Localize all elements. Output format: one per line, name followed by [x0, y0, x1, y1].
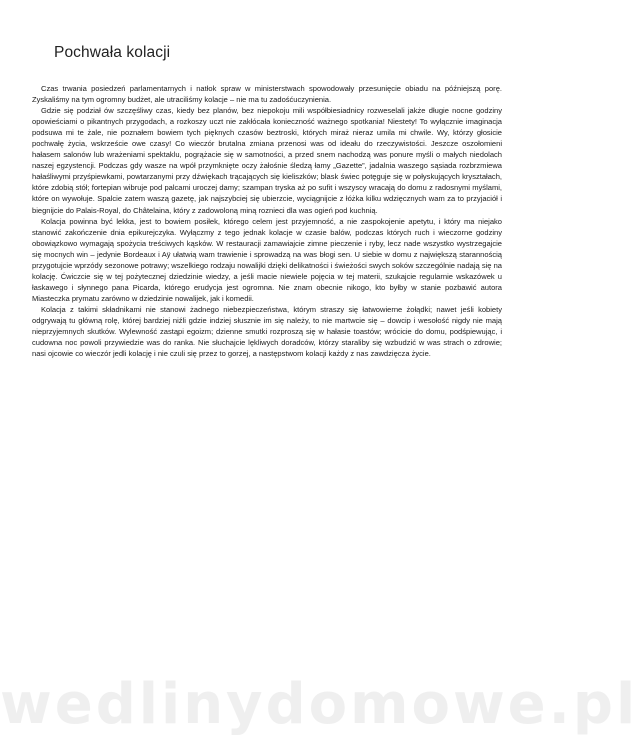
page-title: Pochwała kolacji: [54, 44, 171, 61]
paragraph-4: Kolacja z takimi składnikami nie stanowi żadnego niebezpieczeństwa, którym straszy się łatwowierne żołądki; nawet jeśli kobiety odgrywają tu główną rolę, której bardziej niźli gdzie indziej słusznie im się należy, to nie martwcie się – dowcip i wesołość nigdy nie mają nieprzyjemnych skutków. Wylewność zastąpi egoizm; dzienne smutki rozproszą się w hałasie toastów; wrócicie do domu, podśpiewując, i cudowna noc powoli przywiedzie was do ranka. Nie słuchajcie lękliwych doradców, którzy staraliby się wzbudzić w was strach o zdrowie; nasi ojcowie co wieczór jedli kolację i nie czuli się przez to gorzej, a następstwom kolacji każdy z nas zawdzięcza życie.: [32, 304, 502, 359]
paragraph-1: Czas trwania posiedzeń parlamentarnych i natłok spraw w ministerstwach spowodowały przesunięcie obiadu na późniejszą porę. Zyskaliśmy na tym ogromny budżet, ale utraciliśmy kolacje – nie ma tu zadośćuczynienia.: [32, 84, 502, 105]
paragraph-2: Gdzie się podział ów szczęśliwy czas, kiedy bez planów, bez niepokoju mili współbiesiadnicy rozweselali jakże długie nocne godziny opowieściami o pikantnych przygodach, a rozkoszy uczt nie zakłócała konieczność ważnego spotkania! Niestety! To wyłącznie imaginacja podsuwa mi te żale, nie poznałem bowiem tych pięknych czasów beztroski, których miraż nieraz umila mi chwile. Wy, którzy głosicie pochwałę życia, wskrzeście owe czasy! Co wieczór brutalna zmiana przenosi was od ideału do rzeczywistości. Jeszcze oszołomieni hałasem salonów lub wrażeniami spektaklu, pogrążacie się w samotności, a przed snem nachodzą was ponure myśli o małych niedolach naszej egzystencji. Podczas gdy wasze na wpół przymknięte oczy żałośnie śledzą łamy „Gazette”, jadalnia waszego sąsiada rozbrzmiewa hałaśliwymi przyśpiewkami, powtarzanymi przy dźwiękach trącających się kieliszków; blask świec potęguje się w połyskujących kryształach, które zdobią stół; fortepian wibruje pod palcami uroczej damy; szampan tryska aż po sufit i wszyscy wracają do domu z radosnymi myślami, które on wywołuje. Spalcie zatem waszą gazetę, jak najszybciej się ubierzcie, wyciągnijcie z łóżka kilku wdzięcznych wam za to przyjaciół i biegnijcie do Palais-Royal, do Châtelaina, który z zadowoloną miną roznieci dla was ogień pod kuchnią.: [32, 106, 502, 215]
paragraph-3: Kolacja powinna być lekka, jest to bowiem posiłek, którego celem jest przyjemność, a nie zaspokojenie apetytu, i który ma niejako stanowić zakończenie dnia epikurejczyka. Wyłączmy z tego jednak kolacje w czasie balów, podczas których ruch i wieczorne godziny obowiązkowo wymagają spożycia treściwych kąsków. W restauracji zamawiajcie zimne pieczenie i ryby, lecz nade wszystko wystrzegajcie się mocnych win – jedynie Bordeaux i Aÿ ułatwią wam trawienie i sprowadzą na was błogi sen. U siebie w domu z największą starannością przygotujcie wprzódy sezonowe potrawy; wszelkiego rodzaju nowalijki dzięki delikatności i świeżości swych soków szczególnie nadają się na kolację. Ćwiczcie się w tej pożytecznej dziedzinie wiedzy, a jeśli macie niewiele pojęcia w tej materii, szukajcie regularnie wskazówek u łaskawego i słynnego pana Picarda, którego erudycja jest ogromna. Nie znam obecnie nikogo, kto byłby w stanie pozbawić autora Miasteczka prymatu zarówno w dziedzinie nowalijek, jak i komedii.: [32, 216, 502, 303]
article-body: [32, 83, 502, 359]
site-watermark: wedlinydomowe.pl: [0, 672, 638, 737]
